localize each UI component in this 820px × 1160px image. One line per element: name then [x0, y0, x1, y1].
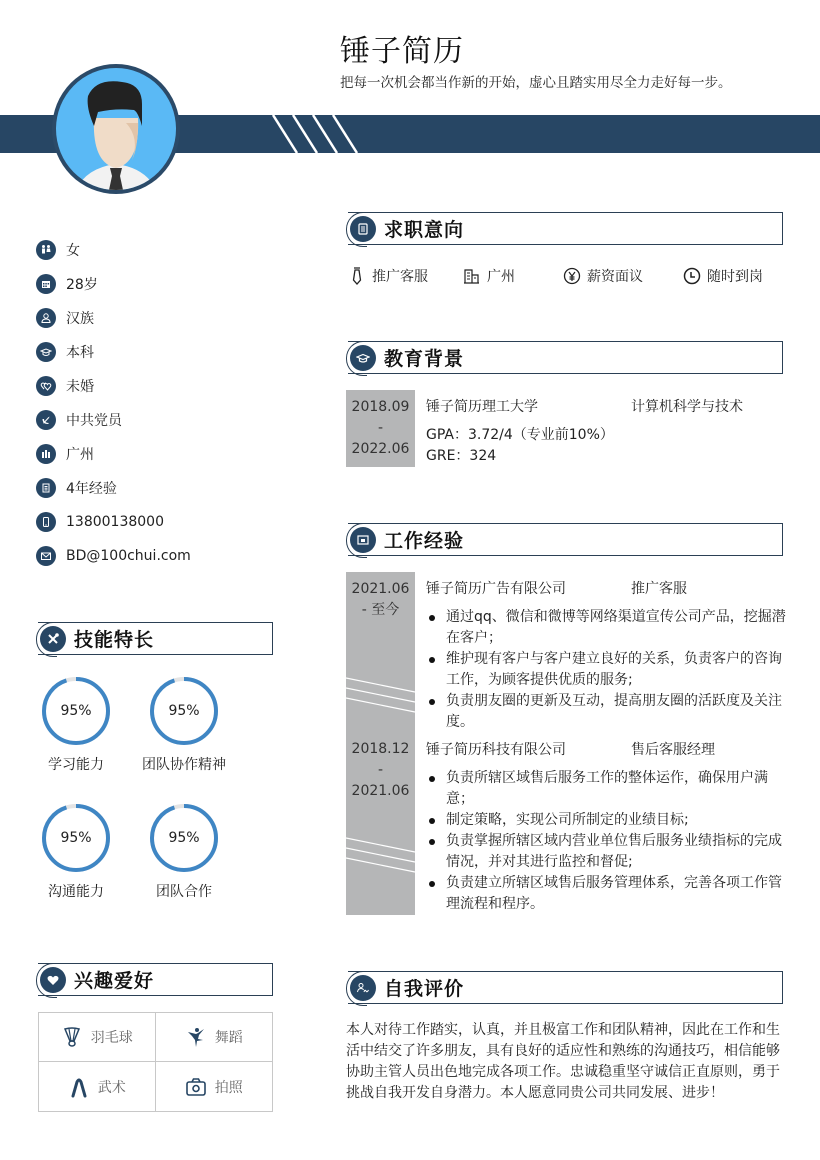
info-political: 中共党员 — [36, 403, 276, 437]
skill-item: 95% 团队协作精神 — [139, 676, 229, 774]
info-email: BD@100chui.com — [36, 539, 276, 573]
skill-progress-ring: 95% — [149, 803, 219, 873]
work-bullet: 负责建立所辖区域售后服务管理体系，完善各项工作管理流程和程序。 — [426, 873, 786, 915]
banner-stripes — [265, 115, 375, 153]
person-icon — [36, 308, 56, 328]
skill-progress-ring: 95% — [41, 803, 111, 873]
work-title: 工作经验 — [384, 530, 465, 552]
skill-item: 95% 沟通能力 — [36, 803, 116, 901]
intent-position: 推广客服 — [348, 266, 463, 286]
party-emblem-icon — [36, 410, 56, 430]
work-bullet: 负责所辖区域售后服务工作的整体运作，确保用户满意； — [426, 768, 786, 810]
work-date-column: 2021.06 - 至今 2018.12 - 2021.06 — [346, 572, 415, 915]
info-age: 28岁 — [36, 267, 276, 301]
resume-name: 锤子简历 — [340, 34, 464, 69]
self-eval-section-header — [348, 971, 783, 1004]
work-bullets — [426, 607, 786, 733]
dance-icon — [185, 1026, 207, 1048]
hobbies-section-header — [38, 963, 273, 996]
education-school: 锤子简历理工大学 — [426, 399, 538, 415]
gender-icon — [36, 240, 56, 260]
briefcase-icon — [350, 527, 376, 553]
personal-info-list — [36, 233, 276, 573]
heart-icon — [40, 967, 66, 993]
work-section-header — [348, 523, 783, 556]
date-stripe-decoration — [346, 834, 415, 874]
work-company: 锤子简历科技有限公司 — [426, 742, 566, 758]
education-section-header — [348, 341, 783, 374]
intent-salary: 薪资面议 — [563, 266, 683, 286]
graduation-cap-icon — [36, 342, 56, 362]
hobby-badminton: 羽毛球 — [39, 1013, 156, 1062]
avatar-person-icon — [56, 68, 176, 190]
calendar-icon — [36, 274, 56, 294]
clock-icon — [683, 267, 701, 285]
info-phone: 13800138000 — [36, 505, 276, 539]
self-eval-title: 自我评价 — [384, 978, 465, 1000]
city-icon — [463, 267, 481, 285]
phone-icon — [36, 512, 56, 532]
hobbies-title: 兴趣爱好 — [74, 970, 155, 992]
info-gender: 女 — [36, 233, 276, 267]
work-bullet: 负责掌握所辖区域内营业单位售后服务业绩指标的完成情况，并对其进行监控和督促; — [426, 831, 786, 873]
clipboard-icon — [350, 216, 376, 242]
tools-icon — [40, 626, 66, 652]
skill-item: 95% 团队合作 — [139, 803, 229, 901]
work-bullet: 负责朋友圈的更新及互动，提高朋友圈的活跃度及关注度。 — [426, 691, 786, 733]
work-bullet: 维护现有客户与客户建立良好的关系，负责客户的咨询工作，为顾客提供优质的服务; — [426, 649, 786, 691]
yen-icon — [563, 267, 581, 285]
hobby-dance: 舞蹈 — [156, 1013, 273, 1062]
education-major: 计算机科学与技术 — [631, 399, 743, 415]
hearts-icon — [36, 376, 56, 396]
job-intent-list — [348, 266, 788, 286]
person-sign-icon — [350, 975, 376, 1001]
nunchaku-icon — [68, 1076, 90, 1098]
tie-icon — [348, 267, 366, 285]
mail-icon — [36, 546, 56, 566]
info-ethnicity: 汉族 — [36, 301, 276, 335]
self-eval-text: 本人对待工作踏实，认真，并且极富工作和团队精神，因此在工作和生活中结交了许多朋友，具有良好的适应性和熟练的沟通技巧，相信能够协助主管人员出色地完成各项工作。忠诚稳重坚守诚信正直原则，勇于挑战自我开发自身潜力。本人愿意同贵公司共同发展、进步！ — [346, 1022, 780, 1101]
document-icon — [36, 478, 56, 498]
info-city: 广州 — [36, 437, 276, 471]
camera-icon — [185, 1076, 207, 1098]
education-date: 2018.09 - 2022.06 — [346, 390, 415, 467]
skill-item: 95% 学习能力 — [36, 676, 116, 774]
resume-motto: 把每一次机会都当作新的开始，虚心且踏实用尽全力走好每一步。 — [340, 75, 732, 91]
skill-progress-ring: 95% — [149, 676, 219, 746]
skill-progress-ring: 95% — [41, 676, 111, 746]
work-bullets — [426, 768, 786, 915]
hobby-martial-arts: 武术 — [39, 1062, 156, 1111]
work-bullet: 通过qq、微信和微博等网络渠道宣传公司产品，挖掘潜在客户； — [426, 607, 786, 649]
badminton-icon — [61, 1026, 83, 1048]
building-icon — [36, 444, 56, 464]
job-intent-title: 求职意向 — [384, 219, 465, 241]
info-education: 本科 — [36, 335, 276, 369]
avatar — [52, 64, 180, 194]
intent-availability: 随时到岗 — [683, 266, 763, 286]
hobbies-grid — [38, 1012, 273, 1112]
education-gpa: GPA：3.72/4（专业前10%） — [426, 427, 614, 443]
education-gre: GRE：324 — [426, 448, 497, 464]
education-title: 教育背景 — [384, 348, 465, 370]
date-stripe-decoration — [346, 674, 415, 714]
hobby-photography: 拍照 — [156, 1062, 273, 1111]
job-intent-section-header — [348, 212, 783, 245]
intent-city: 广州 — [463, 266, 563, 286]
work-company: 锤子简历广告有限公司 — [426, 581, 566, 597]
skills-section-header — [38, 622, 273, 655]
info-experience: 4年经验 — [36, 471, 276, 505]
skills-title: 技能特长 — [74, 629, 155, 651]
info-marital: 未婚 — [36, 369, 276, 403]
graduation-cap-icon — [350, 345, 376, 371]
work-position: 推广客服 — [631, 581, 687, 597]
work-position: 售后客服经理 — [631, 742, 715, 758]
work-bullet: 制定策略，实现公司所制定的业绩目标; — [426, 810, 786, 831]
